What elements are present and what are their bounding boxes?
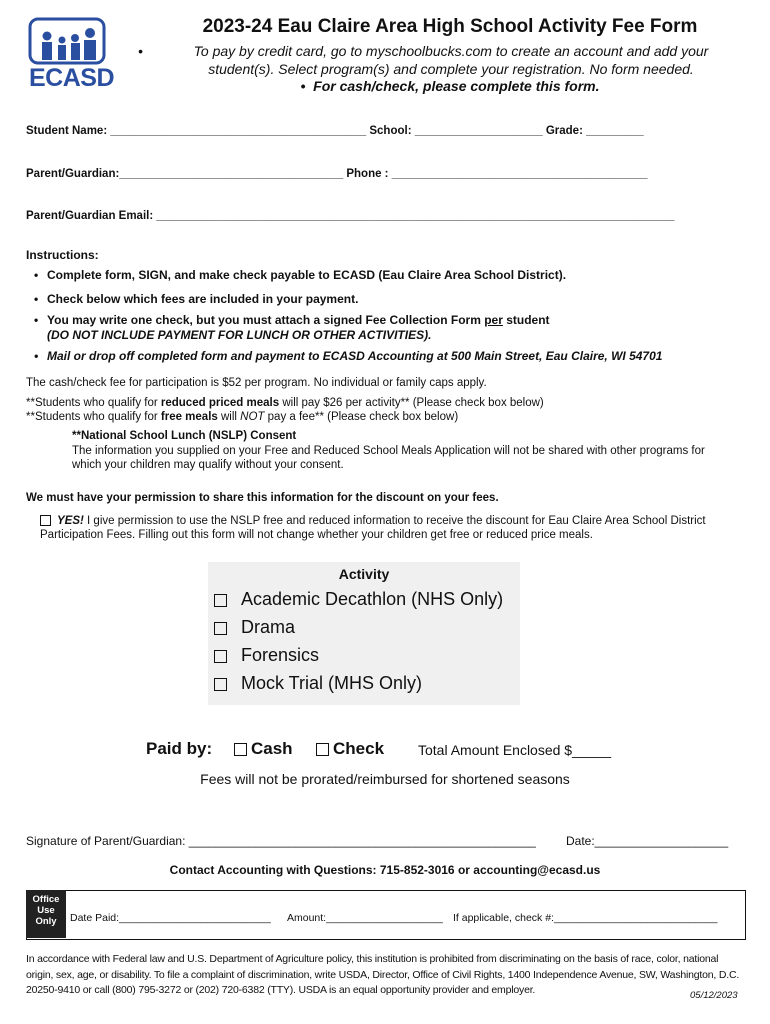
instruction-item: • Mail or drop off completed form and payment to ECASD Accounting at 500 Main Street, Eau Claire, WI 54701 [34, 349, 663, 363]
date-paid-field[interactable]: Date Paid:__________________________ [70, 912, 271, 924]
activity-item[interactable]: Academic Decathlon (NHS Only) [214, 589, 503, 610]
pay-cash-note: • For cash/check, please complete this form. [300, 78, 600, 94]
activity-checkbox[interactable] [214, 650, 227, 663]
check-option[interactable]: Check [316, 739, 384, 759]
parent-email-line[interactable]: Parent/Guardian Email: _________________________________________________________________________________ [26, 210, 675, 222]
form-title: 2023-24 Eau Claire Area High School Activity Fee Form [202, 16, 698, 37]
nslp-consent-text: The information you supplied on your Free and Reduced School Meals Application will not be shared with other programs for which your children may qualify without your consent. [72, 445, 705, 471]
office-use-label: Office Use Only [26, 890, 66, 938]
reduced-fee-info: **Students who qualify for reduced priced meals will pay $26 per activity** (Please check box below) [26, 397, 544, 409]
fee-info: The cash/check fee for participation is $52 per program. No individual or family caps apply. [26, 377, 487, 389]
cash-checkbox[interactable] [234, 743, 247, 756]
parent-phone-line[interactable]: Parent/Guardian:___________________________________ Phone : ________________________________________ [26, 168, 648, 180]
activity-item[interactable]: Mock Trial (MHS Only) [214, 673, 422, 694]
nondiscrimination-statement: In accordance with Federal law and U.S. Department of Agriculture policy, this institution is prohibited from discriminating on the basis of race, color, national origin, sex, age, or disability. To file a complaint of discrimination, write USDA, Director, Office of Civil Rights, 1400 Independence Avenue, SW, Washington, D.C. 20250-9410 or call (800) 795-3272 or (202) 720-6382 (TTY). USDA is an equal opportunity provider and employer. [26, 953, 740, 996]
student-info-line[interactable]: Student Name: ________________________________________ School: ____________________ Grade: _________ [26, 125, 644, 137]
instruction-note: (DO NOT INCLUDE PAYMENT FOR LUNCH OR OTHER ACTIVITIES). [47, 328, 432, 342]
proration-note: Fees will not be prorated/reimbursed for shortened seasons [200, 771, 570, 787]
date-field[interactable]: Date:____________________ [566, 834, 729, 848]
check-number-field[interactable]: If applicable, check #:____________________________ [453, 912, 718, 924]
activity-checkbox[interactable] [214, 678, 227, 691]
pay-online-note: • To pay by credit card, go to myschoolbucks.com to create an account and add your student(s). Select program(s) and complete your registration. No form needed. [138, 43, 709, 77]
instruction-item: • Complete form, SIGN, and make check payable to ECASD (Eau Claire Area School District). [34, 268, 567, 282]
free-fee-info: **Students who qualify for free meals will NOT pay a fee** (Please check box below) [26, 411, 459, 423]
consent-checkbox[interactable] [40, 515, 51, 526]
permission-consent: YES! I give permission to use the NSLP free and reduced information to receive the discount for Eau Claire Area School District Participation Fees. Filling out this form will not change whether your children get free or reduced price meals. [40, 515, 706, 541]
instructions-heading: Instructions: [26, 248, 99, 262]
activity-item[interactable]: Drama [214, 617, 295, 638]
check-checkbox[interactable] [316, 743, 329, 756]
contact-line: Contact Accounting with Questions: 715-852-3016 or accounting@ecasd.us [169, 863, 601, 877]
instruction-item: • Check below which fees are included in your payment. [34, 292, 359, 306]
nslp-consent-title: **National School Lunch (NSLP) Consent [72, 430, 297, 442]
activity-checkbox[interactable] [214, 594, 227, 607]
amount-field[interactable]: Amount:____________________ [287, 912, 443, 924]
ecasd-logo [27, 16, 115, 92]
activity-item[interactable]: Forensics [214, 645, 319, 666]
form-date: 05/12/2023 [690, 990, 738, 1001]
paid-by-label: Paid by: [146, 739, 213, 758]
activity-checkbox[interactable] [214, 622, 227, 635]
instruction-item: • You may write one check, but you must attach a signed Fee Collection Form per student (DO NOT INCLUDE PAYMENT FOR LUNCH OR OTHER ACTIVITIES). [34, 313, 550, 342]
signature-field[interactable]: Signature of Parent/Guardian: ____________________________________________________ [26, 834, 536, 848]
logo-text: ECASD [29, 64, 115, 92]
cash-option[interactable]: Cash [234, 739, 293, 759]
activity-title: Activity [338, 566, 390, 582]
permission-heading: We must have your permission to share this information for the discount on your fees. [26, 492, 499, 504]
total-amount-field[interactable]: Total Amount Enclosed $_____ [418, 742, 612, 758]
